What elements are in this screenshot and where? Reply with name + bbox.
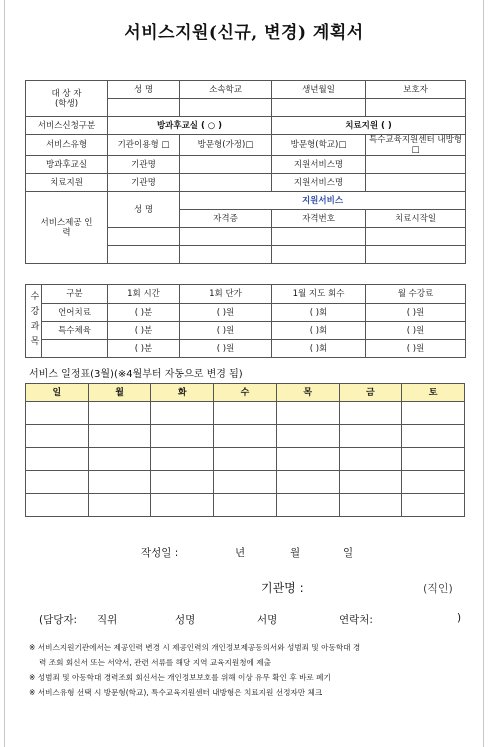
schedule-title: 서비스 일정표(3월)(※4월부터 자동으로 변경 됨) [29,369,243,380]
cost-row-price[interactable]: ( )원 [180,322,272,340]
schedule-cell[interactable] [88,494,151,517]
contact-close: ) [457,612,462,624]
cost-row-count[interactable]: ( )회 [272,322,366,340]
schedule-cell[interactable] [402,402,465,425]
schedule-cell[interactable] [276,448,339,471]
cost-row-fee[interactable]: ( )원 [366,322,466,340]
birth-value-cell[interactable] [272,99,366,117]
afterschool-service-label: 지원서비스명 [272,156,366,174]
schedule-cell[interactable] [402,471,465,494]
schedule-body [26,402,465,517]
therapy-agency-label: 치료지원 [26,174,108,192]
cost-header-time: 1회 시간 [108,285,180,304]
schedule-cell[interactable] [88,448,151,471]
schedule-cell[interactable] [214,448,277,471]
therapy-start-header: 치료시작일 [366,210,466,228]
schedule-cell[interactable] [276,494,339,517]
schedule-cell[interactable] [26,494,89,517]
schedule-cell[interactable] [402,448,465,471]
license-cell[interactable] [180,228,272,246]
afterschool-service-value[interactable] [366,156,466,174]
schedule-row [26,402,465,425]
schedule-cell[interactable] [402,494,465,517]
service-type-center[interactable]: 특수교육지원센터 내방형 □ [366,135,466,156]
info-table [25,80,466,264]
day-tue: 화 [151,384,214,402]
schedule-cell[interactable] [151,448,214,471]
cost-header-price: 1회 단가 [180,285,272,304]
day-mon: 월 [88,384,151,402]
cost-row-name: 언어치료 [42,304,108,322]
application-label: 서비스신청구분 [26,117,108,135]
contact-position: 직위 [97,614,118,626]
therapy-start-cell[interactable] [366,246,466,264]
cost-row-fee[interactable]: ( )원 [366,304,466,322]
notes [29,640,469,700]
cost-row-name: 특수체육 [42,322,108,340]
license-cell[interactable] [180,246,272,264]
service-type-school[interactable]: 방문형(학교)□ [272,135,366,156]
therapy-org-value[interactable] [180,174,272,192]
schedule-cell[interactable] [26,471,89,494]
cost-row-price[interactable]: ( )원 [180,304,272,322]
support-service-header: 지원서비스 [180,192,466,210]
cost-row-count[interactable]: ( )회 [272,340,366,358]
cost-row-price[interactable]: ( )원 [180,340,272,358]
day-sat: 토 [402,384,465,402]
note-line: ※ 성범죄 및 아동학대 경력조회 회신서는 개인정보보호를 위해 이상 유무 확인 후 바로 폐기 [29,673,331,682]
cost-header-category: 구분 [42,285,108,304]
therapy-service-label: 지원서비스명 [272,174,366,192]
schedule-cell[interactable] [151,471,214,494]
afterschool-agency-label: 방과후교실 [26,156,108,174]
date-label: 작성일 : [141,547,179,559]
schedule-cell[interactable] [88,471,151,494]
date-day: 일 [343,547,354,559]
schedule-cell[interactable] [339,494,402,517]
seal-label: (직인) [423,582,453,595]
schedule-cell[interactable] [402,425,465,448]
schedule-cell[interactable] [276,471,339,494]
provider-name-cell[interactable] [108,228,180,246]
license-number-cell[interactable] [272,228,366,246]
contact-phone: 연락처: [339,614,373,626]
schedule-row [26,448,465,471]
schedule-cell[interactable] [151,425,214,448]
date-year: 년 [235,547,246,559]
schedule-cell[interactable] [339,402,402,425]
schedule-cell[interactable] [151,402,214,425]
license-number-cell[interactable] [272,246,366,264]
license-header: 자격증 [180,210,272,228]
cost-row-count[interactable]: ( )회 [272,304,366,322]
schedule-cell[interactable] [339,448,402,471]
schedule-cell[interactable] [214,494,277,517]
contact-name: 성명 [175,614,196,626]
schedule-table [25,383,465,517]
contact-signature: 서명 [257,614,278,626]
subject-label-cell: 대 상 자 (학생) [26,81,108,117]
service-type-facility[interactable]: 기관이용형 □ [108,135,180,156]
schedule-cell[interactable] [339,425,402,448]
schedule-cell[interactable] [339,471,402,494]
schedule-cell[interactable] [88,402,151,425]
day-fri: 금 [339,384,402,402]
day-sun: 일 [26,384,89,402]
note-line: 력 조회 회신서 또는 서약서, 관련 서류를 해당 지역 교육지원청에 제출 [39,658,271,667]
therapy-org-label: 기관명 [108,174,180,192]
schedule-cell[interactable] [214,471,277,494]
date-month: 월 [290,547,301,559]
schedule-cell[interactable] [26,448,89,471]
afterschool-option[interactable]: 방과후교실 ( ○ ) [108,117,272,135]
subject-side-label: 수강과목 [26,285,42,358]
afterschool-org-value[interactable] [180,156,272,174]
name-value-cell[interactable] [108,99,180,117]
provider-label: 서비스제공 인력 [26,192,108,264]
provider-name-label: 성 명 [108,192,180,228]
note-line: ※ 서비스지원기관에서는 제공인력 변경 시 제공인력의 개인정보제공동의서와 성범죄 및 아동학대 경 [29,643,361,652]
cost-row-fee[interactable]: ( )원 [366,340,466,358]
day-wed: 수 [214,384,277,402]
note-line: ※ 서비스유형 선택 시 방문형(학교), 특수교육지원센터 내방형은 치료지원 선정자만 체크 [29,688,323,697]
guardian-value-cell[interactable] [366,99,466,117]
contact-open: (담당자: [39,614,78,626]
schedule-cell[interactable] [214,425,277,448]
schedule-cell[interactable] [276,402,339,425]
cost-row-name[interactable] [42,340,108,358]
org-label: 기관명 : [261,581,304,595]
schedule-cell[interactable] [276,425,339,448]
school-value-cell[interactable] [180,99,272,117]
service-type-label: 서비스유형 [26,135,108,156]
afterschool-org-label: 기관명 [108,156,180,174]
cost-header-count: 1월 지도 회수 [272,285,366,304]
schedule-row [26,494,465,517]
school-label: 소속학교 [180,81,272,99]
name-label: 성 명 [108,81,180,99]
therapy-start-cell[interactable] [366,228,466,246]
birth-label: 생년월일 [272,81,366,99]
schedule-cell[interactable] [151,494,214,517]
license-number-header: 자격번호 [272,210,366,228]
guardian-label: 보호자 [366,81,466,99]
document-title: 서비스지원(신규, 변경) 계획서 [124,23,364,43]
schedule-cell[interactable] [214,402,277,425]
cost-row-time[interactable]: ( )분 [108,304,180,322]
day-thu: 목 [276,384,339,402]
cost-table [25,284,466,358]
document-page [4,0,484,747]
cost-header-fee: 월 수강료 [366,285,466,304]
therapy-service-value[interactable] [366,174,466,192]
service-type-home[interactable]: 방문형(가정)□ [180,135,272,156]
schedule-row [26,425,465,448]
cost-row-time[interactable]: ( )분 [108,340,180,358]
therapy-option[interactable]: 치료지원 ( ) [272,117,466,135]
schedule-cell[interactable] [88,425,151,448]
cost-row-time[interactable]: ( )분 [108,322,180,340]
schedule-cell[interactable] [26,425,89,448]
provider-name-cell[interactable] [108,246,180,264]
schedule-row [26,471,465,494]
schedule-cell[interactable] [26,402,89,425]
